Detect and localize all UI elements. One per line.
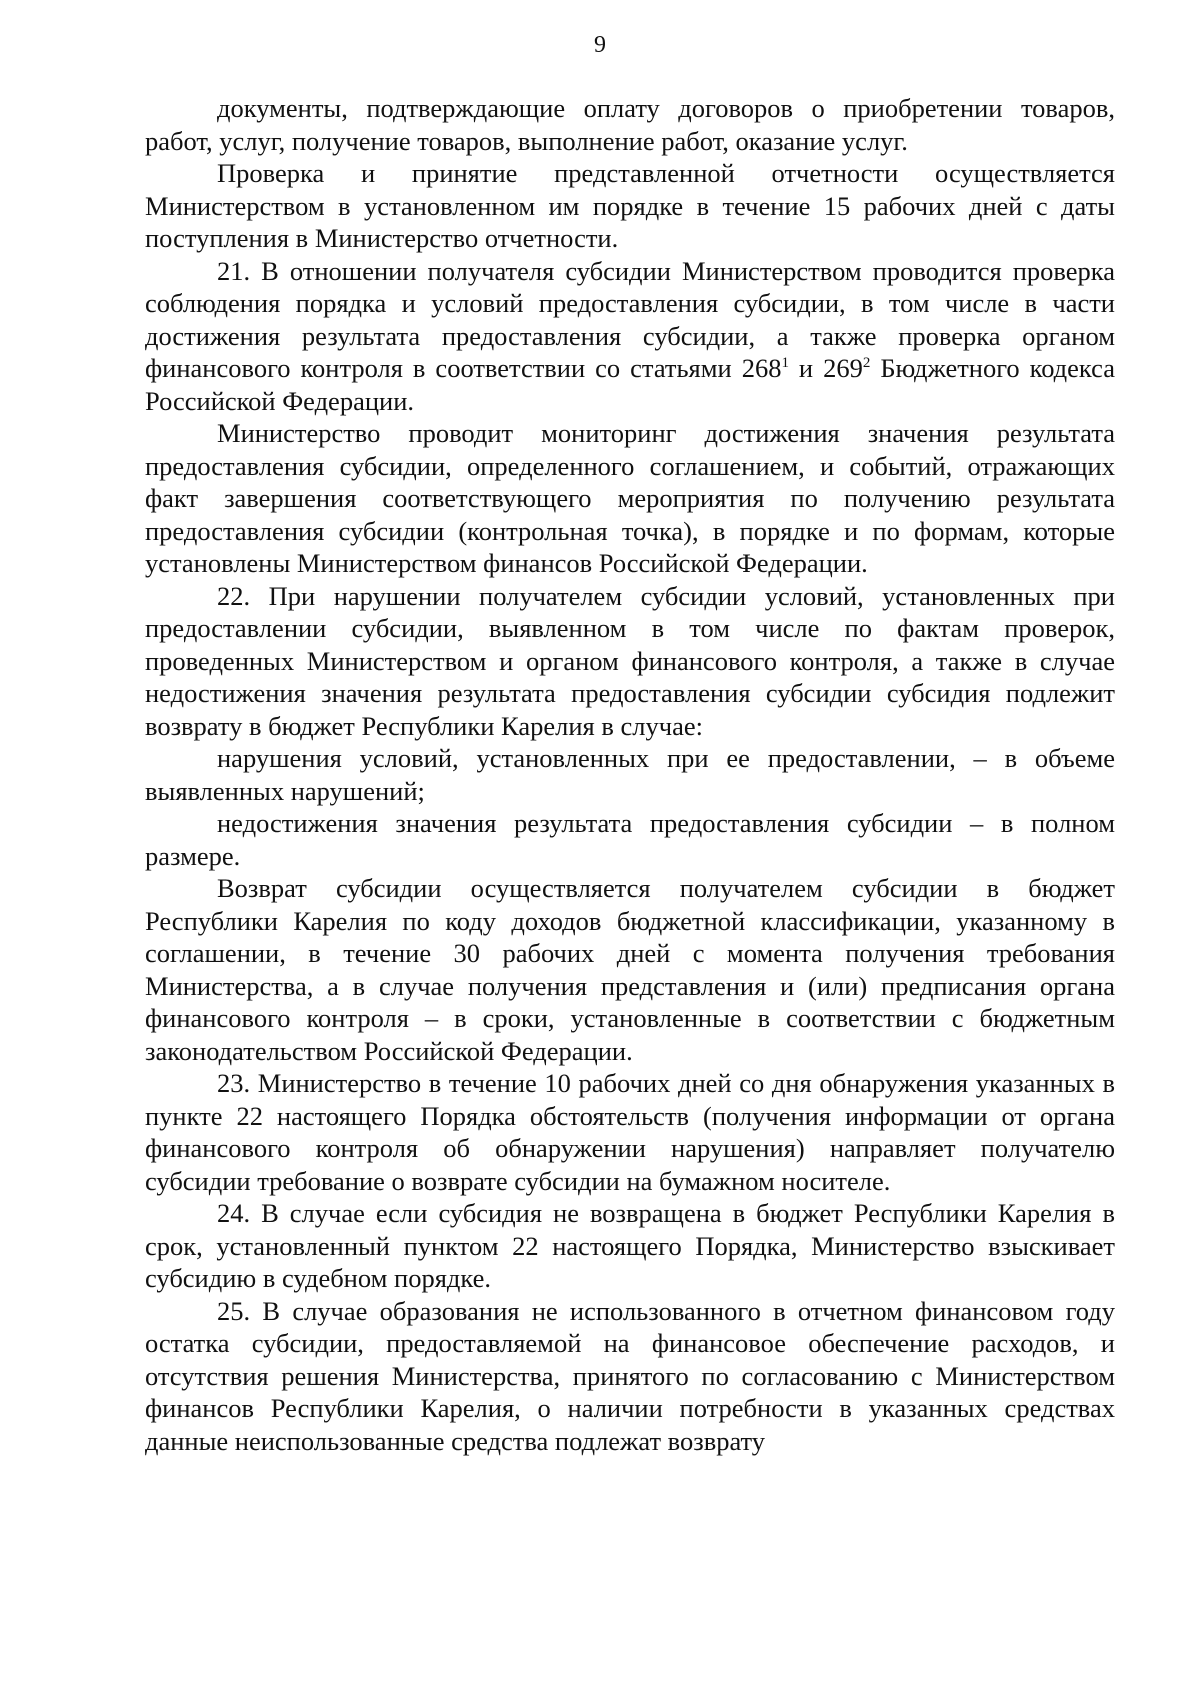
paragraph-result-not-achieved: недостижения значения результата предоставления субсидии – в полном размере. <box>145 808 1115 871</box>
article-269-superscript: 2 <box>862 355 871 372</box>
paragraph-report-check: Проверка и принятие представленной отчетности осуществляется Министерством в установленном им порядке в течение 15 рабочих дней с даты поступления в Министерство отчетности. <box>145 158 1115 253</box>
page-number: 9 <box>594 32 606 58</box>
paragraph-documents: документы, подтверждающие оплату договоров о приобретении товаров, работ, услуг, получение товаров, выполнение работ, оказание услуг. <box>145 93 1115 156</box>
paragraph-24: 24. В случае если субсидия не возвращена в бюджет Республики Карелия в срок, установленный пунктом 22 настоящего Порядка, Министерство взыскивает субсидию в судебном порядке. <box>145 1198 1115 1293</box>
article-connector: и <box>788 353 824 383</box>
article-269: 269 <box>823 353 863 383</box>
paragraph-25: 25. В случае образования не использованного в отчетном финансовом году остатка субсидии, предоставляемой на финансовое обеспечение расходов, и отсутствия решения Министерства, принятого по согласованию с Министерством финансов Республики Карелия, о наличии потребности в указанных средствах данные неиспользованные средства подлежат возврату <box>145 1295 1115 1456</box>
article-268: 268 <box>741 353 782 383</box>
paragraph-22: 22. При нарушении получателем субсидии условий, установленных при предоставлении субсидии, выявленном в том числе по фактам проверок, проведенных Министерством и органом финансового контроля, а также в случае недостижения значения результата предоставления субсидии субсидия подлежит возврату в бюджет Республики Карелия в случае: <box>145 580 1115 741</box>
paragraph-monitoring: Министерство проводит мониторинг достижения значения результата предоставления субсидии, определенного соглашением, и событий, отражающих факт завершения соответствующего мероприятия по получению результата предоставления субсидии (контрольная точка), в порядке и по формам, которые установлены Министерством финансов Российской Федерации. <box>145 418 1115 578</box>
paragraph-21 <box>145 255 1115 418</box>
paragraph-violation-conditions: нарушения условий, установленных при ее предоставлении, – в объеме выявленных нарушений; <box>145 743 1115 806</box>
paragraph-23: 23. Министерство в течение 10 рабочих дней со дня обнаружения указанных в пункте 22 настоящего Порядка обстоятельств (получения информации от органа финансового контроля об обнаружении нарушения) направляет получателю субсидии требование о возврате субсидии на бумажном носителе. <box>145 1068 1115 1196</box>
paragraph-21-tail: Бюджетного кодекса Российской Федерации. <box>145 353 1115 416</box>
paragraph-refund: Возврат субсидии осуществляется получателем субсидии в бюджет Республики Карелия по коду доходов бюджетной классификации, указанному в соглашении, в течение 30 рабочих дней с момента получения требования Министерства, а в случае получения представления и (или) предписания органа финансового контроля – в сроки, установленные в соответствии с бюджетным законодательством Российской Федерации. <box>145 873 1115 1066</box>
article-268-superscript: 1 <box>781 355 789 372</box>
document-body <box>145 92 1115 1457</box>
paragraph-21-main: 21. В отношении получателя субсидии Министерством проводится проверка соблюдения порядка и условий предоставления субсидии, в том числе в части достижения результата предоставления субсидии, а также проверка органом финансового контроля в соответствии со статьями <box>145 255 1115 383</box>
